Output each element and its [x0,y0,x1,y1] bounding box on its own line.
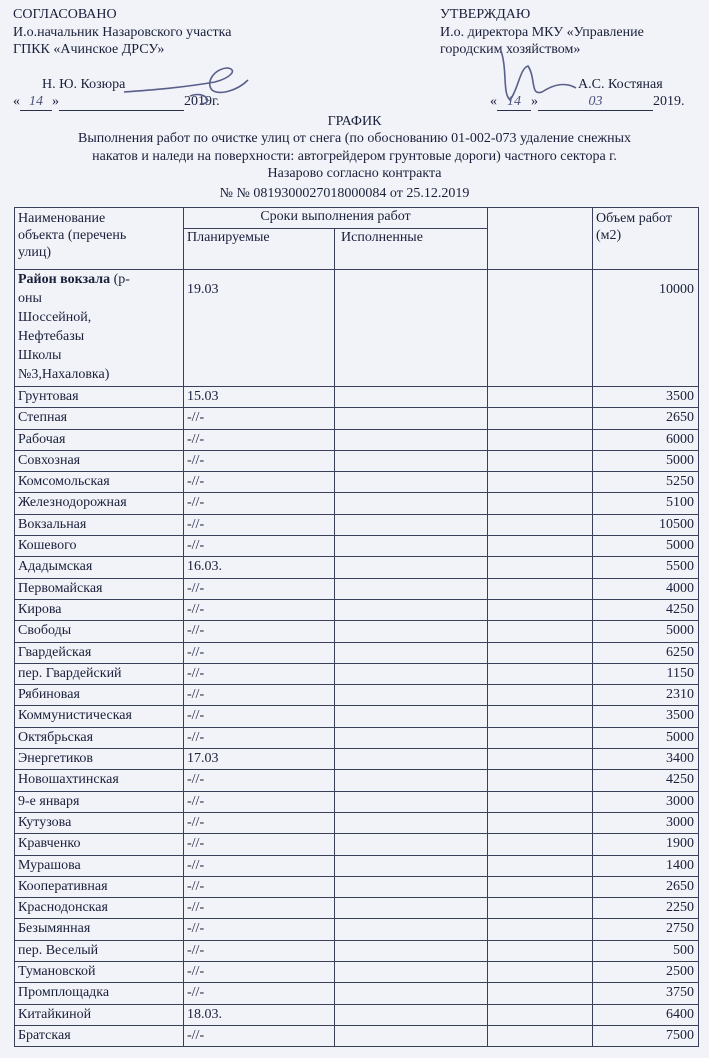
planned-date: -//- [184,472,335,493]
planned-date: -//- [184,919,335,940]
planned-date: 18.03. [184,1004,335,1025]
empty-cell [488,770,593,791]
document-subtitle-2: накатов и наледи на поверхности: автогрейдером грунтовые дороги) частного сектора г. [92,149,617,164]
table-row [15,621,699,642]
street-name: Грунтовая [15,387,184,408]
date-day: 14 [20,93,52,111]
planned-date: -//- [184,940,335,961]
table-row [15,472,699,493]
street-name: Краснодонская [15,898,184,919]
table-row [15,876,699,897]
done-date [335,450,488,471]
work-volume: 5000 [593,450,699,471]
header-empty [488,208,593,270]
planned-date: -//- [184,876,335,897]
work-volume: 6000 [593,429,699,450]
work-volume: 500 [593,940,699,961]
table-row [15,514,699,535]
work-volume: 5000 [593,536,699,557]
street-name: Ададымская [15,557,184,578]
empty-cell [488,429,593,450]
date-day: 14 [497,93,531,111]
planned-date: 15.03 [184,387,335,408]
work-volume: 1400 [593,855,699,876]
planned-date: -//- [184,983,335,1004]
approved-title: СОГЛАСОВАНО [13,7,117,22]
street-name: Энергетиков [15,749,184,770]
empty-cell [488,812,593,833]
work-volume: 3000 [593,791,699,812]
table-row [15,663,699,684]
done-date [335,663,488,684]
empty-cell [488,387,593,408]
table-row [15,1025,699,1046]
district-done [335,270,488,387]
street-name: Кошевого [15,536,184,557]
work-volume: 2650 [593,408,699,429]
street-name: Кооперативная [15,876,184,897]
empty-cell [488,493,593,514]
done-date [335,387,488,408]
table-row [15,642,699,663]
empty-cell [488,599,593,620]
planned-date: -//- [184,663,335,684]
street-name: пер. Гвардейский [15,663,184,684]
district-bold-rest: (р- [110,272,130,287]
table-row [15,429,699,450]
done-date [335,408,488,429]
table-row [15,408,699,429]
done-date [335,1025,488,1046]
table-row [15,557,699,578]
street-name: 9-е января [15,791,184,812]
district-name [15,270,184,387]
planned-date: -//- [184,1025,335,1046]
header-name-line2: объекта (перечень [18,228,127,243]
approver-signature [120,60,260,108]
table-row [15,387,699,408]
approver-org: ГПКК «Ачинское ДРСУ» [13,42,165,57]
done-date [335,791,488,812]
document-title: ГРАФИК [327,114,382,129]
work-volume: 5500 [593,557,699,578]
table-row [15,791,699,812]
work-volume: 10500 [593,514,699,535]
district-bold: Район вокзала [18,272,111,287]
empty-cell [488,557,593,578]
table-body [15,387,699,1047]
empty-cell [488,876,593,897]
table-row [15,834,699,855]
work-volume: 3400 [593,749,699,770]
header-planned: Планируемые [184,229,335,270]
table-header-row-1 [15,208,699,229]
table-row [15,749,699,770]
director-signature [480,38,590,108]
table-row [15,919,699,940]
done-date [335,706,488,727]
planned-date: -//- [184,493,335,514]
street-name: Кутузова [15,812,184,833]
date-quote-close: » [531,94,538,109]
work-volume: 2650 [593,876,699,897]
approver-position: И.о.начальник Назаровского участка [13,25,232,40]
done-date [335,493,488,514]
district-line1 [18,270,180,289]
date-year: 2019. [653,94,685,109]
done-date [335,876,488,897]
done-date [335,749,488,770]
header-volume-line1: Объем работ [596,211,672,226]
work-volume: 3500 [593,387,699,408]
planned-date: -//- [184,685,335,706]
planned-date: -//- [184,536,335,557]
work-volume: 2250 [593,898,699,919]
planned-date: 17.03 [184,749,335,770]
table-row [15,578,699,599]
street-name: Братская [15,1025,184,1046]
work-volume: 3500 [593,706,699,727]
street-name: Рябиновая [15,685,184,706]
done-date [335,557,488,578]
street-name: Степная [15,408,184,429]
planned-date: -//- [184,727,335,748]
street-name: Кирова [15,599,184,620]
street-name: Свободы [15,621,184,642]
done-date [335,940,488,961]
street-name: Промплощадка [15,983,184,1004]
empty-cell [488,706,593,727]
work-volume: 5000 [593,621,699,642]
header-done: Исполненные [335,229,488,270]
street-name: Гвардейская [15,642,184,663]
done-date [335,855,488,876]
done-date [335,919,488,940]
empty-cell [488,962,593,983]
street-name: Совхозная [15,450,184,471]
table-row [15,1004,699,1025]
district-planned: 19.03 [184,270,335,387]
empty-cell [488,855,593,876]
header-volume [593,208,699,270]
planned-date: -//- [184,514,335,535]
table-row [15,898,699,919]
district-empty [488,270,593,387]
done-date [335,1004,488,1025]
district-line2: оны [18,291,42,306]
street-name: Мурашова [15,855,184,876]
date-month: 03 [538,93,653,111]
header-volume-line2: (м2) [596,228,622,243]
street-name: Октябрьская [15,727,184,748]
table-row [15,450,699,471]
empty-cell [488,898,593,919]
work-volume: 3750 [593,983,699,1004]
planned-date: -//- [184,578,335,599]
planned-date: -//- [184,599,335,620]
table-row [15,770,699,791]
empty-cell [488,450,593,471]
planned-date: 16.03. [184,557,335,578]
done-date [335,642,488,663]
district-volume: 10000 [593,270,699,387]
done-date [335,727,488,748]
planned-date: -//- [184,855,335,876]
planned-date: -//- [184,898,335,919]
work-volume: 1900 [593,834,699,855]
work-volume: 6400 [593,1004,699,1025]
header-object-name [15,208,184,270]
planned-date: -//- [184,450,335,471]
done-date [335,621,488,642]
street-name: Коммунистическая [15,706,184,727]
work-volume: 2750 [593,919,699,940]
planned-date: -//- [184,791,335,812]
table-row [15,855,699,876]
empty-cell [488,834,593,855]
street-name: Китайкиной [15,1004,184,1025]
table-row [15,493,699,514]
street-name: Кравченко [15,834,184,855]
table-row [15,536,699,557]
table-row [15,727,699,748]
empty-cell [488,791,593,812]
schedule-table [14,207,699,1047]
street-name: Комсомольская [15,472,184,493]
street-name: Тумановской [15,962,184,983]
district-line4: Нефтебазы [18,329,85,344]
planned-date: -//- [184,642,335,663]
done-date [335,770,488,791]
header-terms: Сроки выполнения работ [184,208,488,229]
table-row [15,940,699,961]
work-volume: 2500 [593,962,699,983]
street-name: пер. Веселый [15,940,184,961]
approver-name: Н. Ю. Козюра [42,77,126,92]
done-date [335,472,488,493]
table-row [15,706,699,727]
empty-cell [488,472,593,493]
work-volume: 5250 [593,472,699,493]
district-line6: №3,Нахаловка) [18,367,110,382]
empty-cell [488,983,593,1004]
empty-cell [488,1025,593,1046]
empty-cell [488,408,593,429]
document-subtitle-1: Выполнения работ по очистке улиц от снега (по обоснованию 01-002-073 удаление снежных [78,131,631,146]
empty-cell [488,940,593,961]
date-year: 2019г. [184,94,220,109]
planned-date: -//- [184,812,335,833]
table-row [15,599,699,620]
planned-date: -//- [184,621,335,642]
street-name: Железнодорожная [15,493,184,514]
date-quote-open: « [13,94,20,109]
street-name: Новошахтинская [15,770,184,791]
table-row [15,983,699,1004]
date-quote-open: « [490,94,497,109]
work-volume: 4000 [593,578,699,599]
done-date [335,536,488,557]
work-volume: 6250 [593,642,699,663]
district-line5: Школы [18,348,62,363]
document-subtitle-3: Назарово согласно контракта [267,166,442,181]
approve-title: УТВЕРЖДАЮ [440,7,531,22]
done-date [335,962,488,983]
street-name: Рабочая [15,429,184,450]
planned-date: -//- [184,962,335,983]
work-volume: 4250 [593,770,699,791]
done-date [335,578,488,599]
done-date [335,685,488,706]
empty-cell [488,536,593,557]
district-line3: Шоссейной, [18,310,92,325]
district-row [15,270,699,387]
work-volume: 3000 [593,812,699,833]
table-row [15,962,699,983]
empty-cell [488,919,593,940]
empty-cell [488,1004,593,1025]
empty-cell [488,749,593,770]
street-name: Безымянная [15,919,184,940]
work-volume: 2310 [593,685,699,706]
empty-cell [488,514,593,535]
empty-cell [488,621,593,642]
contract-number: № № 0819300027018000084 от 25.12.2019 [219,186,470,201]
planned-date: -//- [184,706,335,727]
approve-position: И.о. директора МКУ «Управление [440,25,644,40]
planned-date: -//- [184,429,335,450]
header-name-line1: Наименование [18,211,106,226]
planned-date: -//- [184,408,335,429]
done-date [335,898,488,919]
planned-date: -//- [184,834,335,855]
work-volume: 7500 [593,1025,699,1046]
table-row [15,812,699,833]
header-name-line3: улиц) [18,245,52,260]
done-date [335,429,488,450]
work-volume: 4250 [593,599,699,620]
planned-date: -//- [184,770,335,791]
done-date [335,983,488,1004]
date-quote-close: » [52,94,59,109]
street-name: Первомайская [15,578,184,599]
work-volume: 1150 [593,663,699,684]
empty-cell [488,642,593,663]
street-name: Вокзальная [15,514,184,535]
table-row [15,685,699,706]
empty-cell [488,578,593,599]
work-volume: 5000 [593,727,699,748]
work-volume: 5100 [593,493,699,514]
done-date [335,834,488,855]
empty-cell [488,727,593,748]
empty-cell [488,685,593,706]
approve-name: А.С. Костяная [578,77,663,92]
approve-org: городским хозяйством» [440,42,581,57]
done-date [335,599,488,620]
done-date [335,812,488,833]
empty-cell [488,663,593,684]
done-date [335,514,488,535]
